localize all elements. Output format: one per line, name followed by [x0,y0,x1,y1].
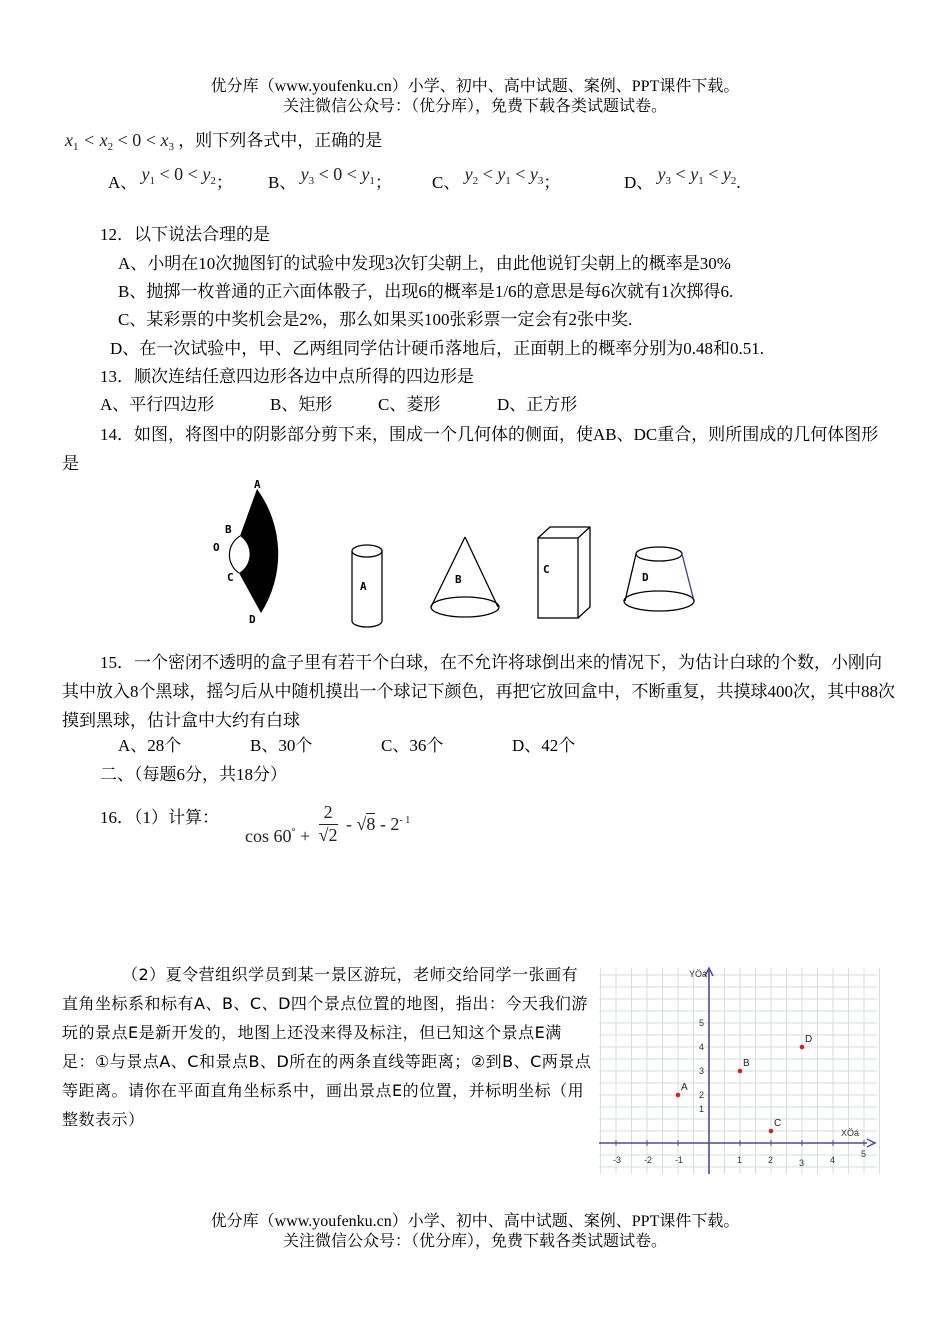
q12-stem: 12．以下说法合理的是 [100,225,270,244]
y-tick-label: 3 [699,1066,705,1076]
point-b [738,1069,743,1074]
q12-option-d: D、在一次试验中，甲、乙两组同学估计硬币落地后，正面朝上的概率分别为0.48和0.51. [110,339,765,358]
sector-label-d: D [249,613,256,626]
frustum-figure [624,547,694,611]
sector-label-c: C [227,571,234,584]
footer-line-1: 优分库（www.youfenku.cn）小学、初中、高中试题、案例、PPT课件下载。 [210,1213,740,1230]
point-d [800,1045,805,1050]
coordinate-plot [597,962,882,1177]
prism-figure [538,527,590,618]
plot-points [676,1034,813,1133]
q14-stem: 14．如图，将图中的阴影部分剪下来，围成一个几何体的侧面，使AB、DC重合，则所围成的几何体图形是 [62,425,879,473]
cone-figure [431,537,499,617]
section-two-heading: 二、（每题6分，共18分） [100,765,287,784]
header-line-1: 优分库（www.youfenku.cn）小学、初中、高中试题、案例、PPT课件下载。 [210,78,740,95]
y-axis-label: YÖá [689,969,708,979]
header-line-2: 关注微信公众号：（优分库），免费下载各类试题试卷。 [282,98,667,115]
x-tick-label: 5 [861,1149,867,1159]
q15-stem: 15．一个密闭不透明的盒子里有若干个白球，在不允许将球倒出来的情况下，为估计白球的个数，小刚向其中放入8个黑球，摇匀后从中随机摸出一个球记下颜色，再把它放回盒中，不断重复，共摸球400次，其中88次摸到黑球，估计盒中大约有白球 [62,653,895,730]
q12-option-c: C、某彩票的中奖机会是2%，那么如果买100张彩票一定会有2张中奖. [118,310,633,329]
point-label-a: A [681,1082,688,1093]
q13-option-c: C、菱形 [378,395,441,414]
point-label-b: B [743,1058,750,1069]
shaded-sector [239,489,278,613]
prism-label: C [543,563,550,576]
sector-label-b: B [225,523,232,536]
x-tick-label: 2 [768,1155,774,1165]
y-tick-label: 1 [699,1104,705,1114]
q13-option-d: D、正方形 [497,395,578,414]
y-tick-label: 4 [699,1042,705,1052]
frustum-label: D [642,571,649,584]
x-tick-label: -2 [644,1155,653,1165]
q12-option-a: A、小明在10次抛图钉的试验中发现3次钉尖朝上，由此他说钉尖朝上的概率是30% [118,254,731,273]
q16-expression: cos 60° + $\frac{2}{√2}$ - $√8 - 2^{- 1}$ [245,802,411,847]
y-tick-label: 2 [699,1090,705,1100]
q11-option-b: B、 $y_3 < 0 < y_1$； [268,164,392,192]
x-tick-label: 4 [830,1155,836,1165]
q11-condition: $x_1 < x_2 < 0 < x_3$ ，则下列各式中，正确的是 [65,130,383,153]
x-axis-label: XÖá [841,1128,860,1138]
q13-option-b: B、矩形 [270,395,333,414]
q13-stem: 13．顺次连结任意四边形各边中点所得的四边形是 [100,367,474,386]
y-tick-label: 5 [699,1018,705,1028]
x-tick-label: 1 [737,1155,743,1165]
cone-label: B [455,573,462,586]
q16-part2-text: （2）夏令营组织学员到某一景区游玩，老师交给同学一张画有直角坐标系和标有A、B、C、D四个景点位置的地图，指出：今天我们游玩的景点E是新开发的，地图上还没来得及标注，但已知这个景点E满足：①与景点A、C和景点B、D所在的两条直线等距离；②到B、C两景点等距离。请你在平面直角坐标系中，画出景点E的位置，并标明坐标（用整数表示） [62,965,592,1129]
q11-option-c: C、 $y_2 < y_1 < y_3$； [432,164,561,192]
q11-option-a: A、 $y_1 < 0 < y_2$； [108,164,233,192]
q15-option-c: C、36个 [381,736,444,755]
point-label-c: C [774,1118,782,1129]
cylinder-figure [352,545,382,627]
cylinder-label: A [360,580,367,593]
q15-option-d: D、42个 [512,736,576,755]
q15-option-a: A、28个 [118,736,182,755]
x-tick-label: -1 [675,1155,684,1165]
sector-figure [213,478,278,626]
q15-option-b: B、30个 [250,736,313,755]
sector-label-a: A [254,478,261,491]
q12-option-b: B、抛掷一枚普通的正六面体骰子，出现6的概率是1/6的意思是每6次就有1次掷得6. [118,282,734,301]
q16-part1-label: 16．（1）计算： [100,808,219,827]
point-c [769,1129,774,1134]
q14-figures [205,475,715,635]
sector-label-o: O [213,541,220,554]
point-label-d: D [805,1034,813,1045]
x-tick-label: 3 [799,1158,805,1168]
q11-option-d: D、 $y_3 < y_1 < y_2$. [624,164,741,192]
x-tick-label: -3 [613,1155,622,1165]
q13-option-a: A、平行四边形 [100,395,215,414]
point-a [676,1093,681,1098]
footer-line-2: 关注微信公众号：（优分库），免费下载各类试题试卷。 [282,1233,667,1250]
